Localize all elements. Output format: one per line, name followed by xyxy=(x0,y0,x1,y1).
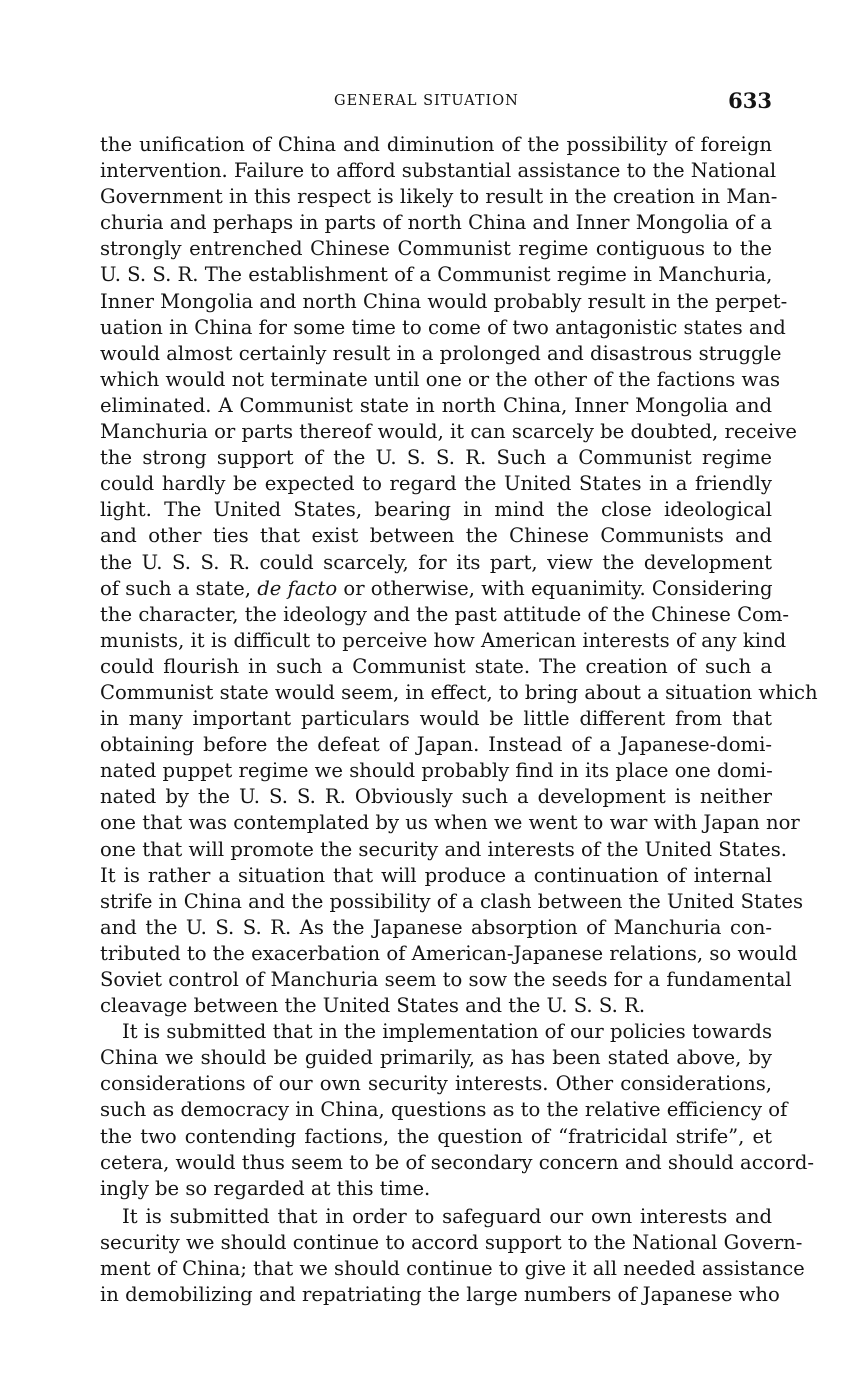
text-line: cleavage between the United States and the U. S. S. R. xyxy=(100,994,646,1018)
body-text xyxy=(100,132,818,1308)
text-line: nated puppet regime we should probably find in its place one domi- xyxy=(100,759,773,783)
text-line: the U. S. S. R. could scarcely, for its part, view the development xyxy=(100,550,772,574)
text-line: It is rather a situation that will produce a continuation of internal xyxy=(100,863,772,887)
text-line: one that will promote the security and interests of the United States. xyxy=(100,837,788,861)
text-line: the unification of China and diminution of the possibility of foreign xyxy=(100,133,772,156)
text-line: such as democracy in China, questions as to the relative efficiency of xyxy=(100,1098,788,1122)
text-line: strongly entrenched Chinese Communist regime contiguous to the xyxy=(100,237,772,261)
paragraph-1 xyxy=(100,132,818,1019)
text-line: It is submitted that in the implementation of our policies towards xyxy=(122,1020,773,1044)
text-line: in demobilizing and repatriating the large numbers of Japanese who xyxy=(100,1283,780,1307)
text-line: would almost certainly result in a prolonged and disastrous struggle xyxy=(100,341,782,365)
text-line: the character, the ideology and the past attitude of the Chinese Com- xyxy=(100,602,790,626)
text-line: Soviet control of Manchuria seem to sow the seeds for a fundamental xyxy=(100,968,792,991)
text-line: Government in this respect is likely to result in the creation in Man- xyxy=(100,185,778,209)
text-line: churia and perhaps in parts of north China and Inner Mongolia of a xyxy=(100,211,772,235)
text-line: in many important particulars would be little different from that xyxy=(100,707,772,731)
text-line: one that was contemplated by us when we went to war with Japan nor xyxy=(100,811,800,835)
text-line: U. S. S. R. The establishment of a Communist regime in Manchuria, xyxy=(100,263,773,287)
italic-phrase: de facto xyxy=(257,576,338,600)
text-line: cetera, would thus seem to be of secondary concern and should accord- xyxy=(100,1150,815,1174)
text-line: It is submitted that in order to safeguard our own interests and xyxy=(122,1204,772,1228)
text-line: and the U. S. S. R. As the Japanese absorption of Manchuria con- xyxy=(100,915,772,939)
text-line: uation in China for some time to come of two antagonistic states and xyxy=(100,315,786,339)
text-line: the two contending factions, the question of “fratricidal strife”, et xyxy=(100,1124,772,1148)
text-line: ingly be so regarded at this time. xyxy=(100,1176,431,1200)
paragraph-3 xyxy=(100,1204,805,1308)
text-line: security we should continue to accord support to the National Govern- xyxy=(100,1230,803,1254)
page-number: 633 xyxy=(728,88,772,113)
text-line: could hardly be expected to regard the United States in a friendly xyxy=(100,472,772,496)
text-line: intervention. Failure to afford substantial assistance to the National xyxy=(100,159,777,183)
text-line: Inner Mongolia and north China would probably result in the perpet- xyxy=(100,289,788,313)
text-line: obtaining before the defeat of Japan. Instead of a Japanese-domi- xyxy=(100,733,772,757)
text-line: and other ties that exist between the Chinese Communists and xyxy=(100,524,772,548)
text-line: the strong support of the U. S. S. R. Such a Communist regime xyxy=(100,446,772,470)
text-line: strife in China and the possibility of a clash between the United States xyxy=(100,889,804,913)
text-line: eliminated. A Communist state in north China, Inner Mongolia and xyxy=(100,393,772,417)
text-line: munists, it is difficult to perceive how American interests of any kind xyxy=(100,628,787,652)
text-line: Manchuria or parts thereof would, it can scarcely be doubted, receive xyxy=(100,420,797,444)
text-line: which would not terminate until one or the other of the factions was xyxy=(100,367,781,391)
text-line: considerations of our own security interests. Other considerations, xyxy=(100,1072,772,1096)
text-line-mixed xyxy=(100,576,772,602)
text-segment: of such a state, xyxy=(100,576,251,600)
running-title: GENERAL SITUATION xyxy=(334,93,519,109)
text-line: China we should be guided primarily, as has been stated above, by xyxy=(100,1046,772,1070)
text-line: tributed to the exacerbation of American-Japanese relations, so would xyxy=(100,941,798,965)
paragraph-2 xyxy=(100,1019,815,1202)
running-header xyxy=(100,88,772,118)
text-line: light. The United States, bearing in mind the close ideological xyxy=(100,498,772,522)
text-line: Communist state would seem, in effect, to bring about a situation which xyxy=(100,680,818,704)
text-segment: or otherwise, with equanimity. Considering xyxy=(337,576,773,600)
text-line: could flourish in such a Communist state. The creation of such a xyxy=(100,654,772,678)
text-line: nated by the U. S. S. R. Obviously such a development is neither xyxy=(100,785,772,809)
text-line: ment of China; that we should continue to give it all needed assistance xyxy=(100,1257,805,1281)
